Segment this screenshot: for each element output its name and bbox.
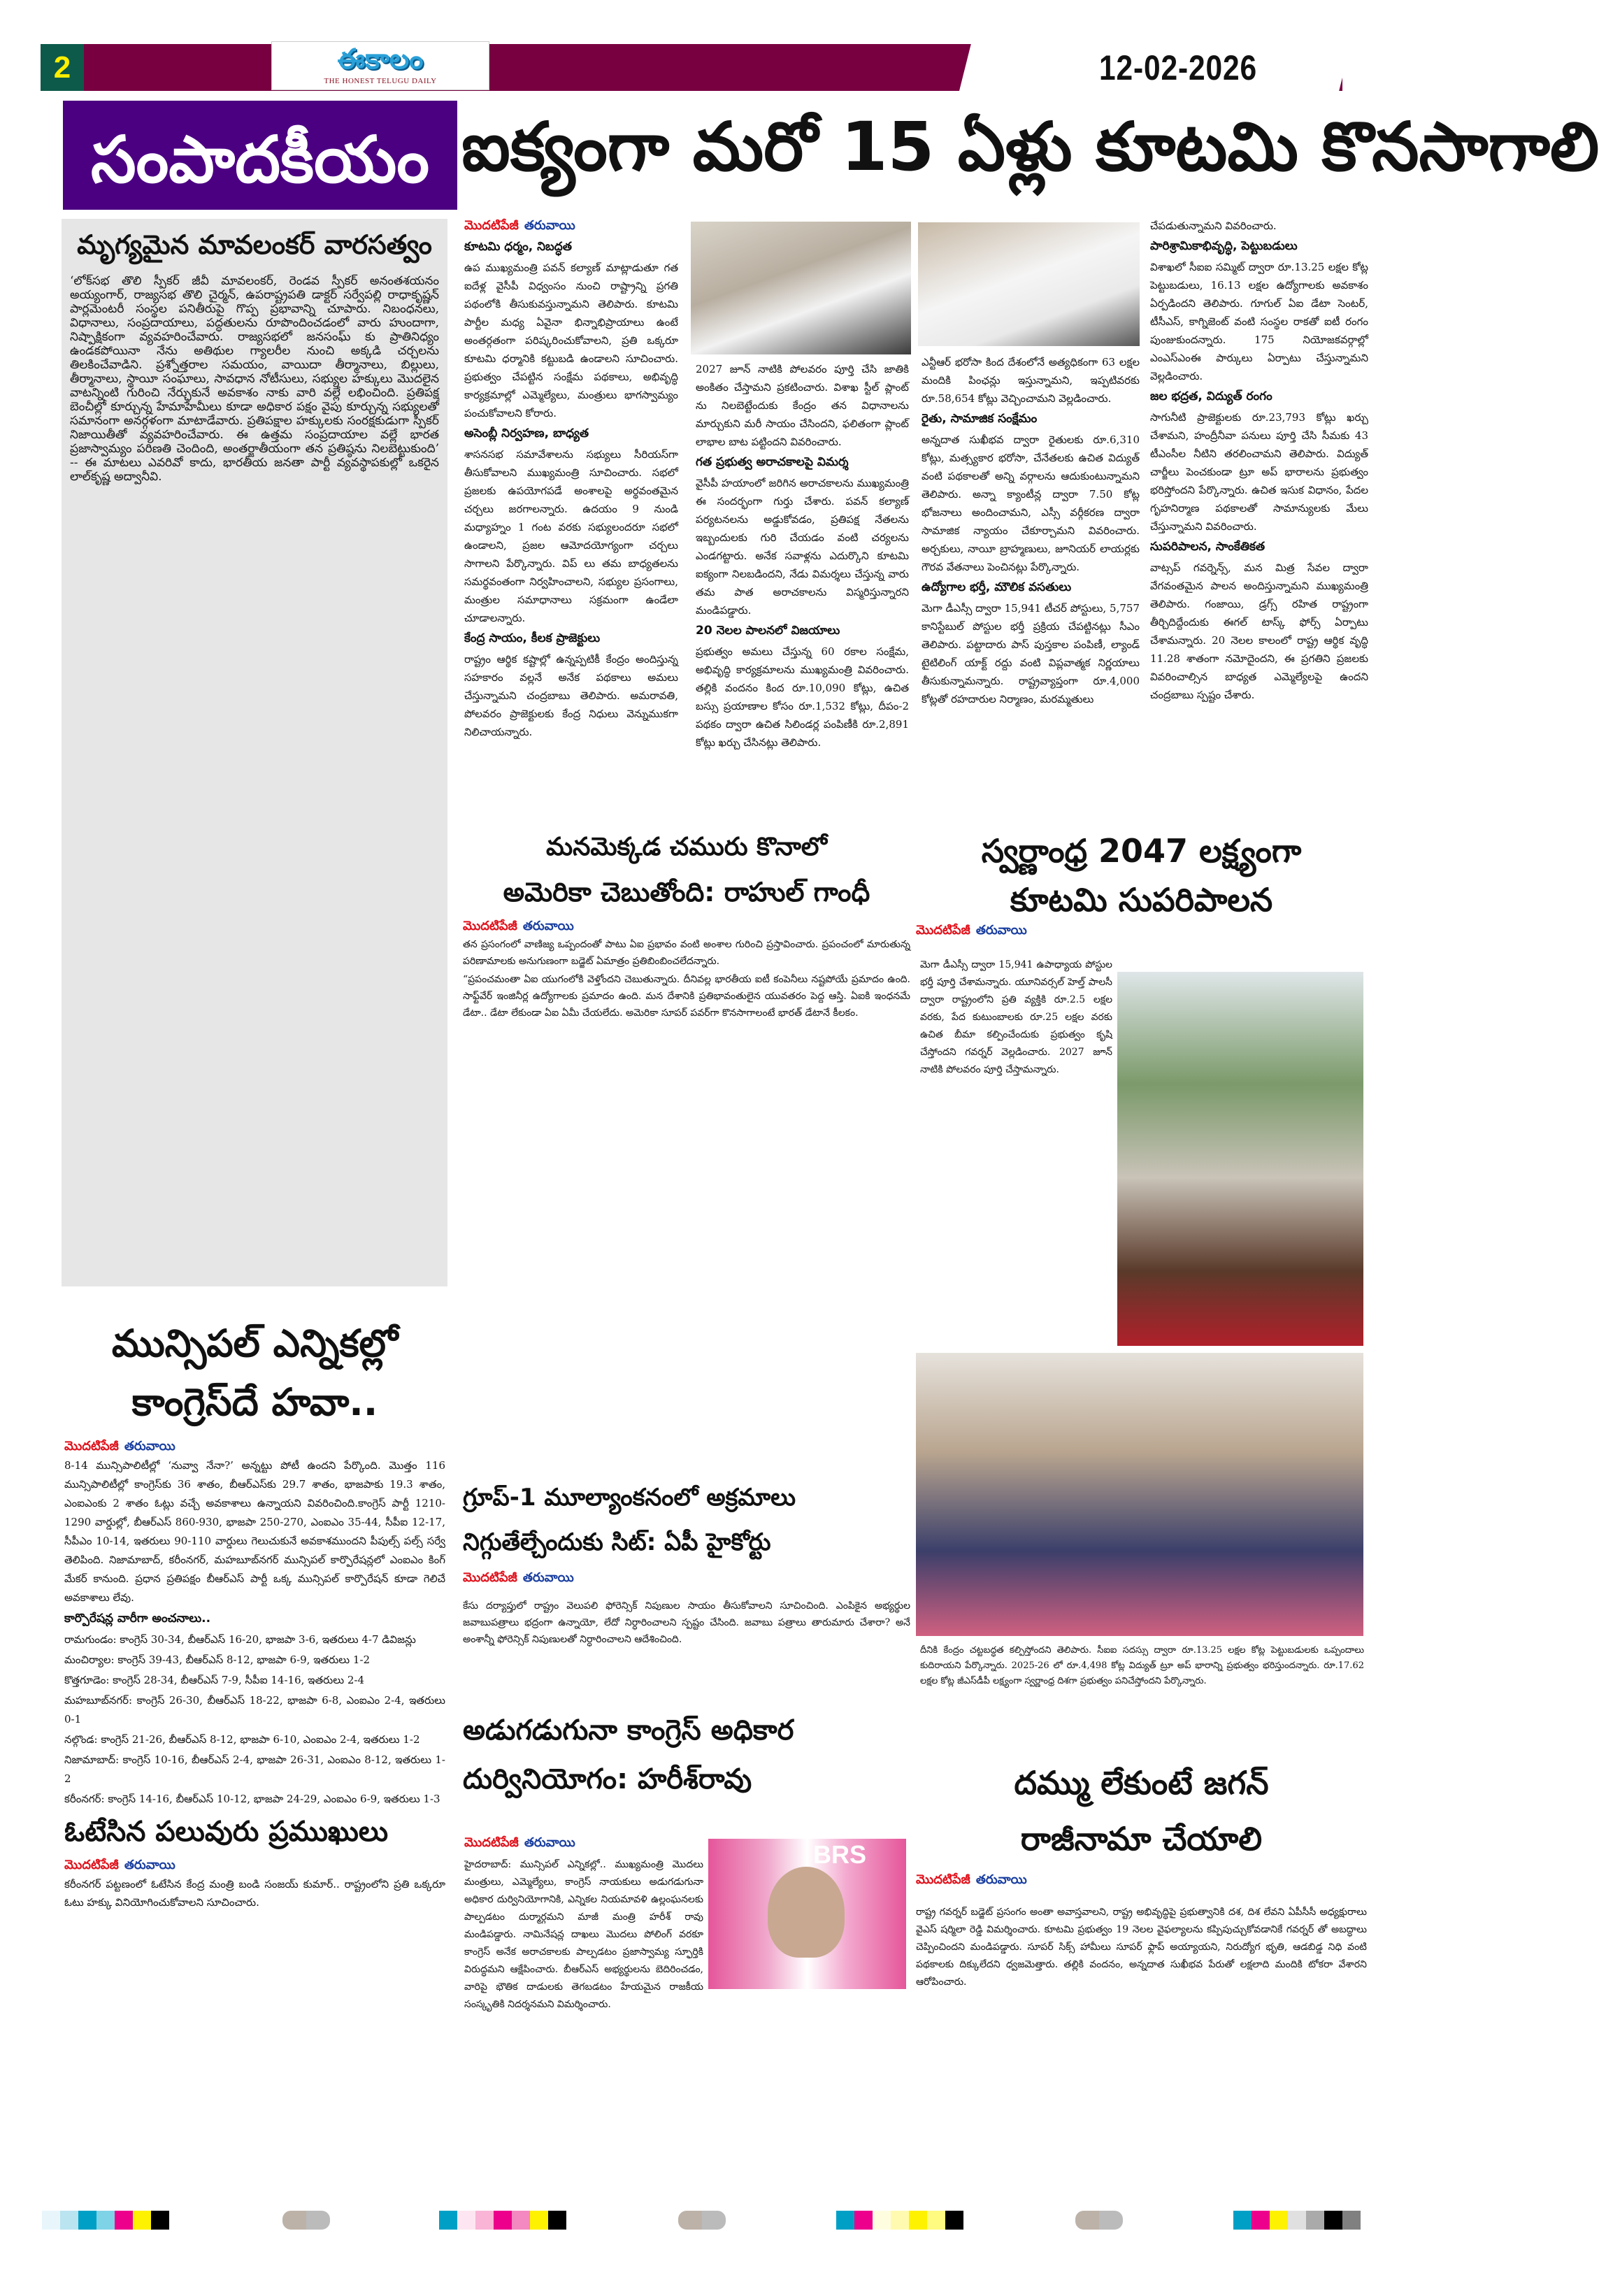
color-swatch	[909, 2211, 927, 2230]
municipal-intro: 8-14 మున్సిపాలిటీల్లో ‘నువ్వా నేనా?’ అన్నట్టు పోటీ ఉందని పేర్కొంది. మొత్తం 116 మున్సిపాలిటీల్లో కాంగ్రెస్‌కు 36 శాతం, బీఆర్ఎస్‌కు 29.7 శాతం, భాజపాకు 19.3 శాతం, ఎంఐఎంకు 2 శాతం ఓట్లు వచ్చే అవకాశాలు ఉన్నాయని వివరించింది.కాంగ్రెస్ పార్టీ 1210-1290 వార్డుల్లో, బీఆర్ఎస్ 860-930, భాజపా 250-270, ఎంఐఎం 35-44, సీపీఐ 12-17, సీపీఎం 10-14, ఇతరులు 90-110 వార్డులు గెలుచుకునే అవకాశముందని పీపుల్స్ పల్స్ సర్వే తెలిపింది. నిజామాబాద్, కరీంనగర్, మహబూబ్‌నగర్ మున్సిపల్ కార్పొరేషన్లలో ఎంఐఎం కింగ్ మేకర్ కానుంది. ప్రధాన ప్రతిపక్షం బీఆర్ఎస్ పార్టీ ఒక్క మున్సిపల్ కార్పొరేషన్ కూడా గెలిచే అవకాశాలు లేవు.	[64, 1459, 445, 1604]
color-swatch	[548, 2211, 566, 2230]
continued-label: మొదటిపేజీ తరువాయి	[64, 1439, 175, 1454]
continued-label: మొదటిపేజీ తరువాయి	[463, 919, 574, 933]
rahul-headline-2: అమెరికా చెబుతోంది: రాహుల్ గాంధీ	[503, 877, 870, 907]
color-swatch	[891, 2211, 909, 2230]
color-swatch	[475, 2211, 494, 2230]
subhead: పారిశ్రామికాభివృద్ధి, పెట్టుబడులు	[1150, 239, 1298, 253]
paragraph: ఎన్టీఆర్ భరోసా కింద దేశంలోనే అత్యధికంగా 63 లక్షల మందికి పింఛన్లు ఇస్తున్నామని, ఇప్పటివరకు రూ.58,654 కోట్లు వెచ్చించామని వెల్లడించారు.	[922, 356, 1140, 405]
page-number: 2	[41, 44, 84, 91]
municipal-article	[64, 1314, 445, 1913]
color-bar	[42, 2211, 169, 2230]
subhead: ఉద్యోగాల భర్తీ, మౌలిక వసతులు	[922, 580, 1072, 594]
gray-registration-mark	[678, 2211, 726, 2230]
subhead: రైతు, సామాజిక సంక్షేమం	[922, 412, 1038, 426]
continued-label: మొదటిపేజీ తరువాయి	[464, 1835, 575, 1850]
harish-headline-1: అడుగడుగునా కాంగ్రెస్ అధికార	[463, 1714, 794, 1746]
color-swatch	[854, 2211, 873, 2230]
color-swatch	[945, 2211, 963, 2230]
ministers-photo	[918, 222, 1140, 346]
color-swatch	[927, 2211, 945, 2230]
color-swatch	[457, 2211, 475, 2230]
harish-text	[464, 1856, 906, 2015]
lead-col-1	[464, 218, 678, 742]
paragraph: శాసనసభ సమావేశాలను సభ్యులు సీరియస్‌గా తీసుకోవాలని ముఖ్యమంత్రి సూచించారు. సభలో ప్రజలకు ఉపయోగపడే అంశాలపై అర్థవంతమైన చర్చలు జరగాలన్నారు. ఉదయం 9 నుండి మధ్యాహ్నం 1 గంట వరకు సభ్యులందరూ సభలో ఉండాలని, ప్రజల ఆమోదయోగ్యంగా చర్చలు సాగాలని పేర్కొన్నారు. విప్ లు తమ బాధ్యతలను సమర్థవంతంగా నిర్వహించాలని, సభ్యుల ప్రసంగాలు, మంత్రుల సమాధానాలు సక్రమంగా ఉండేలా చూడాలన్నారు.	[464, 448, 678, 624]
editorial-section-label: సంపాదకీయం	[63, 101, 457, 210]
continued-label: మొదటిపేజీ తరువాయి	[64, 1858, 175, 1872]
estimate-item: కొత్తగూడెం: కాంగ్రెస్ 28-34, బీఆర్ఎస్ 7-9, సీపీఐ 14-16, ఇతరులు 2-4	[64, 1674, 364, 1686]
logo-text: ఈకాలం	[337, 43, 424, 76]
lead-col-3	[922, 353, 1140, 710]
municipal-headline: మున్సిపల్ ఎన్నికల్లో కాంగ్రెస్‌దే హవా..	[111, 1321, 399, 1424]
paragraph: హైదరాబాద్: మున్సిపల్ ఎన్నికల్లో.. ముఖ్యమంత్రి మొదలు మంత్రులు, ఎమ్మెల్యేలు, కాంగ్రెస్ నాయకులు అడుగడుగునా అధికార దుర్వినియోగానికి, ఎన్నికల నియమావళి ఉల్లంఘనలకు పాల్పడటం దుర్మార్గమని మాజీ మంత్రి హరీశ్ రావు మండిపడ్డారు. నామినేషన్ల దాఖలు మొదలు పోలింగ్ వరకూ కాంగ్రెస్ అనేక అరాచకాలకు పాల్పడటం ప్రజాస్వామ్య స్ఫూర్తికి విరుద్ధమని ఆక్షేపించారు. బీఆర్ఎస్ అభ్యర్థులను బెదిరించడం, వారిపై భౌతిక దాడులకు తెగబడటం హేయమైన రాజకీయ సంస్కృతికి నిదర్శనమని విమర్శించారు.	[464, 1859, 703, 2010]
editorial-paragraph: ‘లోక్‌సభ తొలి స్పీకర్ జీవీ మావలంకర్, రెండవ స్పీకర్ అనంతశయనం అయ్యంగార్, రాజ్యసభ తొలి చైర్మన్, ఉపరాష్ట్రపతి డాక్టర్ సర్వేపల్లి రాధాకృష్ణన్ పార్లమెంటరీ సంస్థల పనితీరుపై గొప్ప ప్రభావాన్ని చూపారు. నిబంధనలు, విధానాలు, సంప్రదాయాలు, పద్ధతులను రూపొందించడంలో వారు హుందాగా, నిష్పాక్షికంగా వ్యవహరించేవారు. రాజ్యసభలో జనసంఘ్ కు ప్రాతినిధ్యం ఉండకపోయినా నేను అతిథుల గ్యాలరీల నుంచి అక్కడి చర్చలను తిలకించేవాడిని. ప్రశ్నోత్తరాల సమయం, వాయిదా తీర్మానాలు, బిల్లులు, తీర్మానాలు, స్థాయీ సంఘాలు, సావధాన నోటీసులు, సభ్యుల హక్కులు మొదలైన వాటన్నింటి గురించి నేర్చుకునే అవకాశం నాకు వారి వల్లే లభించింది. ప్రతిపక్ష బెంచీల్లో కూర్చున్న హేమాహేమీలు కూడా అధికార పక్షం వైపు కూర్చున్న సభ్యులతో సమానంగా అనర్గళంగా మాటాడేవారు. ప్రతిపక్షాల హక్కులకు సంరక్షకుడుగా స్పీకర్ నిజాయితీతో వ్యవహరించేవారు. ఈ ఉత్తమ సంప్రదాయాల వల్లే భారత ప్రజాస్వామ్యం పరిణతి చెందింది, అంతర్జాతీయంగా తన ప్రతిష్ఠను నిలబెట్టుకుంది’ -- ఈ మాటలు ఎవరివో కాదు, భారతీయ జనతా పార్టీ వ్యవస్థాపకుల్లో ఒకరైన లాల్‌కృష్ణ అద్వానీవి.	[70, 274, 439, 485]
governor-bouquet-photo	[916, 1353, 1363, 1636]
estimate-item: మంచిర్యాల: కాంగ్రెస్ 39-43, బీఆర్ఎస్ 8-12, భాజపా 6-9, ఇతరులు 1-2	[64, 1653, 371, 1666]
paragraph: చేపడుతున్నామని వివరించారు.	[1150, 220, 1277, 232]
color-swatch	[1306, 2211, 1324, 2230]
color-swatch	[836, 2211, 854, 2230]
swarnandhra-article	[916, 825, 1367, 940]
estimate-item: కరీంనగర్: కాంగ్రెస్ 14-16, బీఆర్ఎస్ 10-12, భాజపా 24-29, ఎంఐఎం 6-9, ఇతరులు 1-3	[64, 1793, 440, 1805]
harish-body	[464, 1835, 705, 1853]
color-swatch	[494, 2211, 512, 2230]
swarnandhra-text-bottom	[920, 1643, 1364, 1691]
group1-headline-1: గ్రూప్-1 మూల్యాంకనంలో అక్రమాలు	[463, 1484, 796, 1512]
paragraph: 2027 జూన్ నాటికి పోలవరం పూర్తి చేసి జాతికి అంకితం చేస్తామని ప్రకటించారు. విశాఖ స్టీల్ ప్లాంట్ ను నిలబెట్టేందుకు కేంద్రం తన విధానాలను మార్చుకుని మరీ సాయం చేసిందని, ఫలితంగా ప్లాంట్ లాభాల బాట పట్టిందని వివరించారు.	[696, 363, 909, 448]
estimate-item: నిజామాబాద్: కాంగ్రెస్ 10-16, బీఆర్ఎస్ 2-4, భాజపా 26-31, ఎంఐఎం 8-12, ఇతరులు 1-2	[64, 1753, 445, 1785]
paragraph: “ప్రపంచమంతా ఏఐ యుగంలోకి వెళ్తోందని చెబుతున్నారు. దీనివల్ల భారతీయ ఐటీ కంపెనీలు నష్టపోయే ప్రమాదం ఉంది. సాఫ్ట్‌వేర్ ఇంజినీర్ల ఉద్యోగాలకు ప్రమాదం ఉంది. మన దేశానికి ప్రతిభావంతులైన యువతరం పెద్ద ఆస్తి. ఏఐకి ఇంధనమే డేటా.. డేటా లేకుండా ఏఐ ఏమీ చేయలేదు. అమెరికా సూపర్ పవర్‌గా కొనసాగాలంటే భారత్ డేటానే కీలకం.	[463, 974, 910, 1019]
color-swatch	[873, 2211, 891, 2230]
jagan-headline-1: దమ్ము లేకుంటే జగన్	[1014, 1764, 1269, 1802]
color-swatch	[42, 2211, 60, 2230]
subhead: అసెంబ్లీ నిర్వహణ, బాధ్యత	[464, 426, 589, 440]
rahul-article	[463, 825, 910, 1023]
meeting-photo	[691, 222, 911, 354]
voters-text: కరీంనగర్ పట్టణంలో ఓటేసిన కేంద్ర మంత్రి బండి సంజయ్ కుమార్.. రాష్ట్రంలోని ప్రతి ఒక్కరూ ఓటు హక్కు వినియోగించుకోవాలని సూచించారు.	[64, 1878, 445, 1909]
lead-col-4	[1150, 217, 1368, 705]
harish-headline-2: దుర్వినియోగం: హరీశ్‌రావు	[463, 1763, 752, 1795]
continued-label: మొదటిపేజీ తరువాయి	[916, 1872, 1027, 1887]
issue-date: 12-02-2026	[1099, 48, 1257, 87]
paragraph: ప్రభుత్వం అమలు చేస్తున్న 60 రకాల సంక్షేమ, అభివృద్ధి కార్యక్రమాలను ముఖ్యమంత్రి వివరించారు. తల్లికి వందనం కింద రూ.10,090 కోట్లు, ఉచిత బస్సు ప్రయాణాల కోసం రూ.1,532 కోట్లు, దీపం-2 పథకం ద్వారా ఉచిత సిలిండర్ల పంపిణీకి రూ.2,891 కోట్లు ఖర్చు చేసినట్లు తెలిపారు.	[696, 645, 909, 749]
continued-label: మొదటిపేజీ తరువాయి	[463, 1570, 574, 1585]
logo-tagline: THE HONEST TELUGU DAILY	[324, 77, 437, 85]
color-swatch	[439, 2211, 457, 2230]
color-swatch	[151, 2211, 169, 2230]
color-swatch	[60, 2211, 78, 2230]
color-swatch	[1342, 2211, 1361, 2230]
color-swatch	[1233, 2211, 1252, 2230]
governor-welcome-photo	[1117, 972, 1363, 1346]
paragraph: మెగా డీఎస్సీ ద్వారా 15,941 ఉపాధ్యాయ పోస్టుల భర్తీ పూర్తి చేశామన్నారు. యూనివర్సల్ హెల్త్ పాలసీ ద్వారా రాష్ట్రంలోని ప్రతి వ్యక్తికి రూ.2.5 లక్షల వరకు, పేద కుటుంబాలకు రూ.25 లక్షల వరకు ఉచిత బీమా కల్పించేందుకు ప్రభుత్వం కృషి చేస్తోందని గవర్నర్ వెల్లడించారు. 2027 జూన్ నాటికి పోలవరం పూర్తి చేస్తామన్నారు.	[920, 959, 1112, 1075]
estimate-item: నల్గొండ: కాంగ్రెస్ 21-26, బీఆర్ఎస్ 8-12, భాజపా 6-10, ఎంఐఎం 2-4, ఇతరులు 1-2	[64, 1733, 420, 1746]
continued-label: మొదటిపేజీ తరువాయి	[464, 218, 575, 233]
color-swatch	[512, 2211, 530, 2230]
paragraph: కేసు దర్యాప్తులో రాష్ట్రం వెలుపలి ఫోరెన్సిక్ నిపుణుల సాయం తీసుకోవాలని సూచించింది. ఎంపికైన అభ్యర్థుల జవాబుపత్రాలు భద్రంగా ఉన్నాయో, లేదో నిర్ధారించాలని స్పష్టం చేసింది. జవాబు పత్రాలు తారుమారు చేశారా? అనే అంశాన్నీ ఫోరెన్సిక్ నిపుణులతో నిర్ధారించాలని ఆదేశించింది.	[463, 1600, 910, 1645]
estimate-item: మహబూబ్‌నగర్: కాంగ్రెస్ 26-30, బీఆర్ఎస్ 18-22, భాజపా 6-8, ఎంఐఎం 2-4, ఇతరులు 0-1	[64, 1694, 445, 1725]
brs-logo-text: BRS	[813, 1840, 867, 1869]
lead-headline: ఐక్యంగా మరో 15 ఏళ్లు కూటమి కొనసాగాలి	[461, 108, 1599, 186]
editorial-article	[70, 227, 439, 485]
color-swatch	[78, 2211, 96, 2230]
color-bar	[836, 2211, 963, 2230]
paragraph: మెగా డీఎస్సీ ద్వారా 15,941 టీచర్ పోస్టులు, 5,757 కానిస్టేబుల్ పోస్టుల భర్తీ ప్రక్రియ చేపట్టినట్లు సీఎం తెలిపారు. పట్టాదారు పాస్ పుస్తకాల పంపిణీ, ల్యాండ్ టైటిలింగ్ యాక్ట్ రద్దు వంటి విప్లవాత్మక నిర్ణయాలు తీసుకున్నామన్నారు. రాష్ట్రవ్యాప్తంగా రూ.4,000 కోట్లతో రహదారుల నిర్మాణం, మరమ్మతులు	[922, 602, 1140, 705]
subhead: సుపరిపాలన, సాంకేతికత	[1150, 540, 1265, 554]
color-swatch	[530, 2211, 548, 2230]
paragraph: సాగునీటి ప్రాజెక్టులకు రూ.23,793 కోట్లు ఖర్చు చేశామని, హంద్రీనీవా పనులు పూర్తి చేసి సీమకు 43 టీఎంసీల నీటిని తరలించామని తెలిపారు. విద్యుత్ చార్జీలు పెంచకుండా ట్రూ అప్ భారాలను ప్రభుత్వం భరిస్తోందని పేర్కొన్నారు. ఉచిత ఇసుక విధానం, పేదల గృహనిర్మాణ పథకాలతో సామాన్యులకు మేలు చేస్తున్నామని వివరించారు.	[1150, 411, 1368, 533]
paragraph: వైసీపీ హయాంలో జరిగిన అరాచకాలను ముఖ్యమంత్రి ఈ సందర్భంగా గుర్తు చేశారు. పవన్ కల్యాణ్ పర్యటనలను అడ్డుకోవడం, ప్రతిపక్ష నేతలను ఇబ్బందులకు గురి చేయడం వంటి చర్యలను ఎండగట్టారు. అనేక సవాళ్లను ఎదుర్కొని కూటమి ఐక్యంగా నిలబడిందని, నేడు విమర్శలు చేస్తున్న వారు తమ పాత అరాచకాలను విస్మరిస్తున్నారని మండిపడ్డారు.	[696, 477, 909, 617]
paragraph: దీనికి కేంద్రం చట్టబద్ధత కల్పిస్తోందని తెలిపారు. సీఐఐ సదస్సు ద్వారా రూ.13.25 లక్షల కోట్ల పెట్టుబడులకు ఒప్పందాలు కుదిరాయని పేర్కొన్నారు. 2025-26 లో రూ.4,498 కోట్ల విద్యుత్ ట్రూ అప్ భారాన్ని ప్రభుత్వం భరిస్తుందన్నారు. రూ.17.62 లక్షల కోట్ల జీఎస్‌డీపీ లక్ష్యంగా స్వర్ణాంధ్ర దిశగా ప్రభుత్వం పనిచేస్తోందని పేర్కొన్నారు.	[920, 1645, 1364, 1686]
municipal-subhead: కార్పొరేషన్ల వారీగా అంచనాలు..	[64, 1612, 211, 1626]
swarnandhra-text	[920, 956, 1112, 1080]
swarnandhra-headline-1: స్వర్ణాంధ్ర 2047 లక్ష్యంగా	[981, 832, 1302, 870]
swarnandhra-headline-2: కూటమి సుపరిపాలన	[1010, 881, 1273, 919]
lead-col-2	[696, 360, 909, 753]
gray-registration-mark	[282, 2211, 330, 2230]
paragraph: విశాఖలో సీఐఐ సమ్మిట్ ద్వారా రూ.13.25 లక్షల కోట్ల పెట్టుబడులు, 16.13 లక్షల ఉద్యోగాలకు అవకాశం ఏర్పడిందని తెలిపారు. గూగుల్ ఏఐ డేటా సెంటర్, టీసీఎస్, కాగ్నిజెంట్ వంటి సంస్థల రాకతో ఐటీ రంగం పుంజుకుందన్నారు. 175 నియోజకవర్గాల్లో ఎంఎస్ఎంఈ పార్కులు ఏర్పాటు చేస్తున్నామని వెల్లడించారు.	[1150, 261, 1368, 382]
subhead: జల భద్రత, విద్యుత్ రంగం	[1150, 389, 1272, 403]
subhead: గత ప్రభుత్వ అరాచకాలపై విమర్శ	[696, 455, 849, 469]
color-swatch	[96, 2211, 115, 2230]
paragraph: రాష్ట్రం ఆర్థిక కష్టాల్లో ఉన్నప్పటికీ కేంద్రం అందిస్తున్న సహకారం వల్లనే అనేక పథకాలు అమలు చేస్తున్నామని చంద్రబాబు తెలిపారు. అమరావతి, పోలవరం ప్రాజెక్టులకు కేంద్ర నిధులు వెన్నుముకగా నిలిచాయన్నారు.	[464, 653, 678, 738]
color-swatch	[115, 2211, 133, 2230]
jagan-headline-2: రాజీనామా చేయాలి	[1020, 1820, 1263, 1858]
gray-registration-mark	[1075, 2211, 1123, 2230]
paragraph: రాష్ట్ర గవర్నర్ బడ్జెట్ ప్రసంగం అంతా అవాస్తవాలని, రాష్ట్ర అభివృద్ధిపై ప్రభుత్వానికి దశ, దిశ లేవని ఏపీసీసీ అధ్యక్షురాలు వైఎస్ షర్మిలా రెడ్డి విమర్శించారు. కూటమి ప్రభుత్వం 19 నెలల వైఫల్యాలను కప్పిపుచ్చుకోవడానికే గవర్నర్ తో అబద్ధాలు చెప్పించిందని మండిపడ్డారు. సూపర్ సిక్స్ హామీలు సూపర్ ఫ్లాప్ అయ్యాయని, నిరుద్యోగ భృతి, ఆడబిడ్డ నిధి వంటి పథకాలకు దిక్కులేదని ధ్వజమెత్తారు. తల్లికి వందనం, అన్నదాత సుఖీభవ పేరుతో లక్షలాది మందికి టోకరా వేశారని ఆరోపించారు.	[916, 1907, 1367, 1988]
subhead: 20 నెలల పాలనలో విజయాలు	[696, 624, 840, 638]
harish-article	[463, 1706, 910, 1804]
paragraph: ఉప ముఖ్యమంత్రి పవన్ కల్యాణ్ మాట్లాడుతూ గత ఐదేళ్ల వైసీపీ విధ్వంసం నుంచి రాష్ట్రాన్ని ప్రగతి పథంలోకి తీసుకువస్తున్నామని తెలిపారు. కూటమి పార్టీల మధ్య ఏవైనా భిన్నాభిప్రాయాలు ఉంటే అంతర్గతంగా పరిష్కరించుకోవాలని, ప్రతి ఒక్కరూ కూటమి ధర్మానికి కట్టుబడి ఉండాలని సూచించారు. ప్రభుత్వం చేపట్టిన సంక్షేమ పథకాలు, అభివృద్ధి కార్యక్రమాల్లో ఎమ్మెల్యేలు, మంత్రులు భాగస్వామ్యం పంచుకోవాలని కోరారు.	[464, 261, 678, 419]
group1-article	[463, 1475, 910, 1649]
color-swatch	[1324, 2211, 1342, 2230]
estimate-item: రామగుండం: కాంగ్రెస్ 30-34, బీఆర్ఎస్ 16-20, భాజపా 3-6, ఇతరులు 4-7 డివిజన్లు	[64, 1633, 416, 1646]
paragraph: వాట్సప్ గవర్నెన్స్, మన మిత్ర సేవల ద్వారా వేగవంతమైన పాలన అందిస్తున్నామని ముఖ్యమంత్రి తెలిపారు. గంజాయి, డ్రగ్స్ రహిత రాష్ట్రంగా తీర్చిదిద్దేందుకు ఈగల్ టాస్క్ ఫోర్స్ ఏర్పాటు చేశామన్నారు. 20 నెలల కాలంలో రాష్ట్ర ఆర్థిక వృద్ధి 11.28 శాతంగా నమోదైందని, ఈ ప్రగతిని ప్రజలకు వివరించాల్సిన బాధ్యత ఎమ్మెల్యేలపై ఉందని చంద్రబాబు స్పష్టం చేశారు.	[1150, 561, 1368, 701]
color-bar	[439, 2211, 566, 2230]
rahul-headline-1: మనమెక్కడ చమురు కొనాలో	[546, 833, 827, 861]
color-swatch	[1270, 2211, 1288, 2230]
editorial-title: మృగ్యమైన మావలంకర్ వారసత్వం	[77, 229, 432, 260]
voters-headline: ఓటేసిన పలువురు ప్రముఖులు	[64, 1816, 389, 1848]
color-swatch	[1252, 2211, 1270, 2230]
color-bar	[1233, 2211, 1361, 2230]
color-swatch	[1288, 2211, 1306, 2230]
jagan-article	[916, 1755, 1367, 1993]
continued-label: మొదటిపేజీ తరువాయి	[916, 923, 1027, 938]
group1-headline-2: నిగ్గుతేల్చేందుకు సిట్: ఏపీ హైకోర్టు	[463, 1528, 771, 1556]
subhead: కూటమి ధర్మం, నిబద్ధత	[464, 240, 573, 254]
subhead: కేంద్ర సాయం, కీలక ప్రాజెక్టులు	[464, 631, 601, 645]
color-swatch	[133, 2211, 151, 2230]
paragraph: అన్నదాత సుఖీభవ ద్వారా రైతులకు రూ.6,310 కోట్లు, మత్స్యకార భరోసా, చేనేతలకు ఉచిత విద్యుత్ వంటి పథకాలతో అన్ని వర్గాలను ఆదుకుంటున్నామని తెలిపారు. అన్నా క్యాంటీన్ల ద్వారా 7.50 కోట్ల భోజనాలు అందించామని, ఎస్సీ వర్గీకరణ ద్వారా సామాజిక న్యాయం చేకూర్చామని వివరించారు. అర్చకులు, నాయీ బ్రాహ్మణులు, జూనియర్ లాయర్లకు గౌరవ వేతనాలు పెంచినట్లు పేర్కొన్నారు.	[922, 433, 1140, 573]
newspaper-logo	[271, 41, 489, 90]
paragraph: తన ప్రసంగంలో వాణిజ్య ఒప్పందంతో పాటు ఏఐ ప్రభావం వంటి అంశాల గురించి ప్రస్తావించారు. ప్రపంచంలో మారుతున్న పరిణామాలకు అనుగుణంగా బడ్జెట్ ఏమాత్రం ప్రతిబింబించలేదన్నారు.	[463, 939, 910, 967]
